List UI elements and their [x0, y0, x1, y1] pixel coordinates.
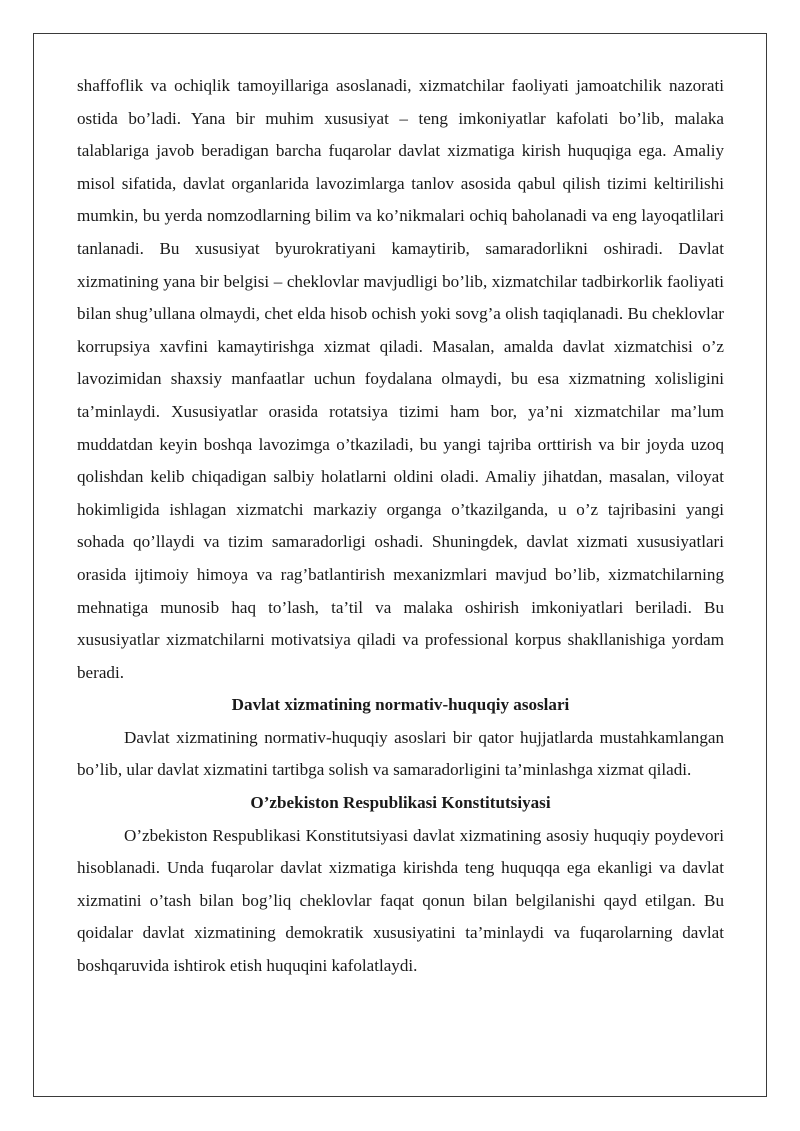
subsection-heading: O’zbekiston Respublikasi Konstitutsiyasi: [250, 793, 551, 813]
body-paragraph: Davlat xizmatining normativ-huquqiy asoslari bir qator hujjatlarda mustahkamlangan bo’lib, ular davlat xizmatini tartibga solish va samaradorligini ta’minlashga xizmat qiladi.: [77, 727, 724, 780]
body-paragraph: O’zbekiston Respublikasi Konstitutsiyasi davlat xizmatining asosiy huquqiy poydevori hisoblanadi. Unda fuqarolar davlat xizmatiga kirishda teng huquqqa ega ekanligi va davlat xizmatini o’tash bilan bog’liq cheklovlar faqat qonun bilan belgilanishi qayd etilgan. Bu qoidalar davlat xizmatining demokratik xususiyatini ta’minlaydi va fuqarolarning davlat boshqaruvida ishtirok etish huquqini kafolatlaydi.: [77, 825, 724, 976]
document-body: [77, 70, 724, 983]
section-heading: Davlat xizmatining normativ-huquqiy asoslari: [231, 695, 570, 715]
body-paragraph: shaffoflik va ochiqlik tamoyillariga asoslanadi, xizmatchilar faoliyati jamoatchilik nazorati ostida bo’ladi. Yana bir muhim xususiyat – teng imkoniyatlar kafolati bo’lib, malaka talablariga javob beradigan barcha fuqarolar davlat xizmatiga kirish huquqiga ega. Amaliy misol sifatida, davlat organlarida lavozimlarga tanlov asosida qabul qilish tizimi keltirilishi mumkin, bu yerda nomzodlarning bilim va ko’nikmalari ochiq baholanadi va eng layoqatlilari tanlanadi. Bu xususiyat byurokratiyani kamaytirib, samaradorlikni oshiradi. Davlat xizmatining yana bir belgisi – cheklovlar mavjudligi bo’lib, xizmatchilar tadbirkorlik faoliyati bilan shug’ullana olmaydi, chet elda hisob ochish yoki sovg’a olish taqiqlanadi. Bu cheklovlar korrupsiya xavfini kamaytirishga xizmat qiladi. Masalan, amalda davlat xizmatchisi o’z lavozimidan shaxsiy manfaatlar uchun foydalana olmaydi, bu esa xizmatning xolisligini ta’minlaydi. Xususiyatlar orasida rotatsiya tizimi ham bor, ya’ni xizmatchilar ma’lum muddatdan keyin boshqa lavozimga o’tkaziladi, bu yangi tajriba orttirish va bir joyda uzoq qolishdan kelib chiqadigan salbiy holatlarni oldini oladi. Amaliy jihatdan, masalan, viloyat hokimligida ishlagan xizmatchi markaziy organga o’tkazilganda, u o’z tajribasini yangi sohada qo’llaydi va tizim samaradorligi oshadi. Shuningdek, davlat xizmati xususiyatlari orasida ijtimoiy himoya va rag’batlantirish mexanizmlari mavjud bo’lib, xizmatchilarning mehnatiga munosib haq to’lash, ta’til va malaka oshirish imkoniyatlari beriladi. Bu xususiyatlar xizmatchilarni motivatsiya qiladi va professional korpus shakllanishiga yordam beradi.: [77, 76, 724, 682]
